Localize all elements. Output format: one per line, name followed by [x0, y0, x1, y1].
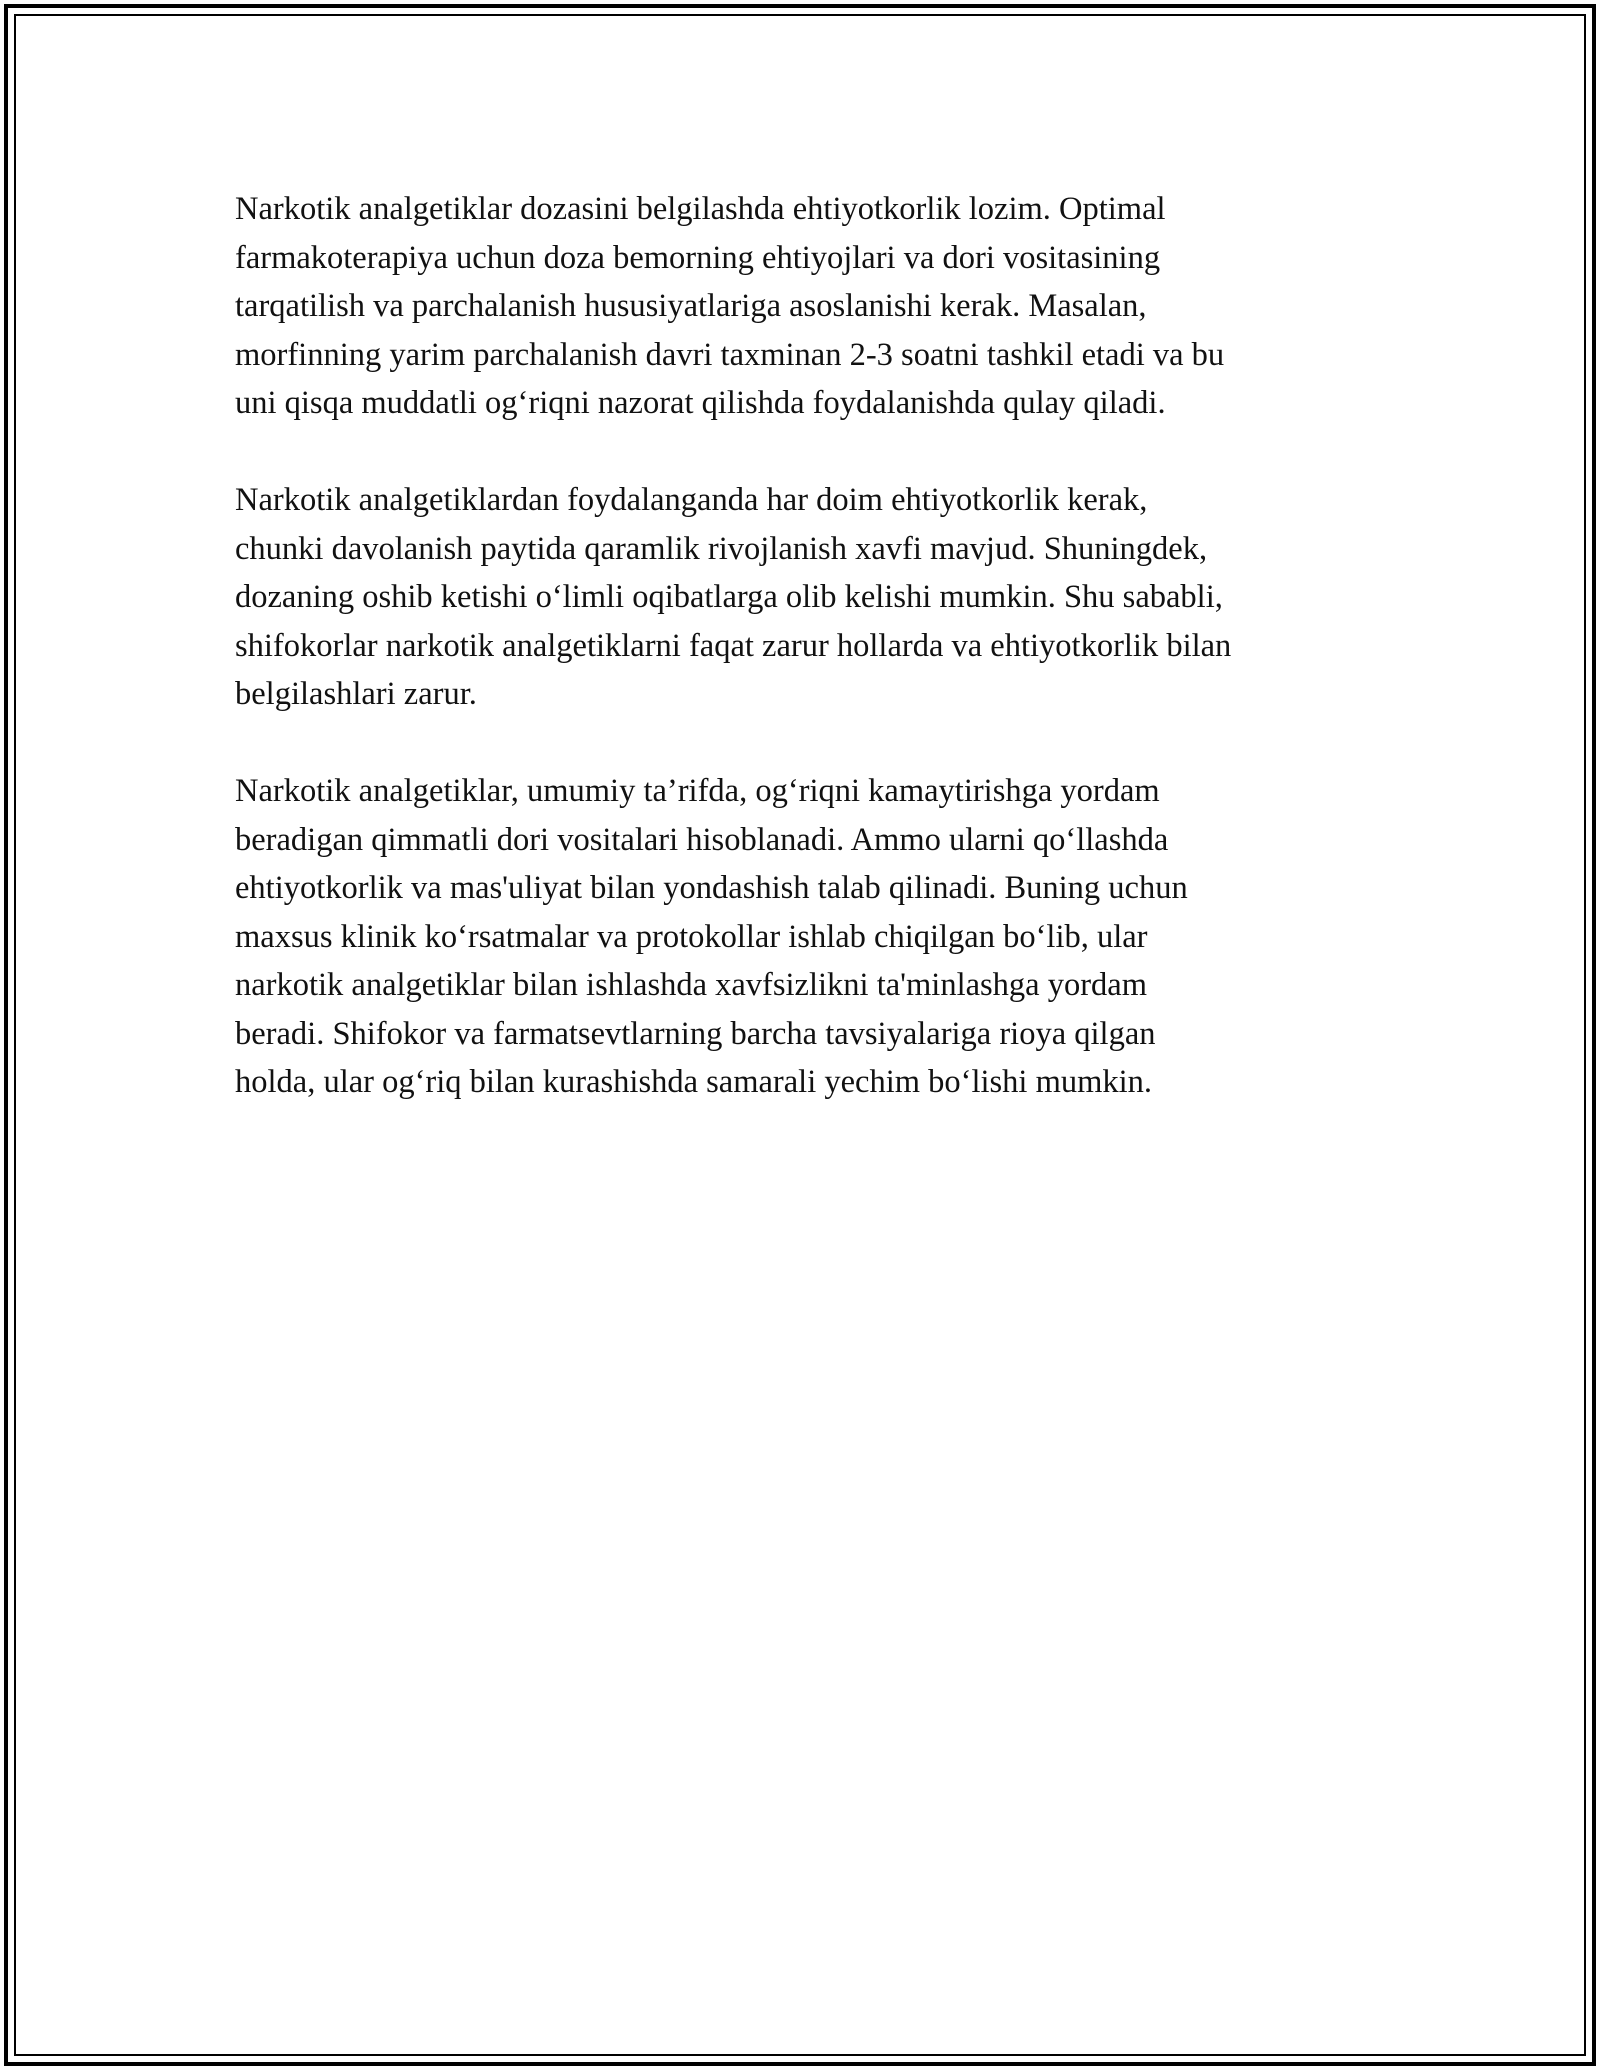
paragraph-line: chunki davolanish paytida qaramlik rivojlanish xavfi mavjud. Shuningdek,	[235, 530, 1208, 567]
paragraph-line: farmakoterapiya uchun doza bemorning ehtiyojlari va dori vositasining	[235, 239, 1161, 276]
paragraph-line: Narkotik analgetiklardan foydalanganda har doim ehtiyotkorlik kerak,	[235, 482, 1148, 518]
paragraph-line: ehtiyotkorlik va mas'uliyat bilan yondashish talab qilinadi. Buning uchun	[235, 870, 1188, 906]
paragraph-line: Narkotik analgetiklar, umumiy ta’rifda, og‘riqni kamaytirishga yordam	[235, 773, 1160, 809]
paragraph-line: Narkotik analgetiklar dozasini belgilashda ehtiyotkorlik lozim. Optimal	[235, 191, 1166, 227]
paragraph-2	[235, 476, 1365, 719]
paragraph-line: uni qisqa muddatli og‘riqni nazorat qilishda foydalanishda qulay qiladi.	[235, 385, 1166, 421]
paragraph-line: dozaning oshib ketishi o‘limli oqibatlarga olib kelishi mumkin. Shu sababli,	[235, 579, 1223, 615]
paragraph-line: belgilashlari zarur.	[235, 676, 477, 712]
paragraph-line: beradi. Shifokor va farmatsevtlarning barcha tavsiyalariga rioya qilgan	[235, 1015, 1156, 1052]
paragraph-line: maxsus klinik ko‘rsatmalar va protokollar ishlab chiqilgan bo‘lib, ular	[235, 918, 1148, 955]
paragraph-3	[235, 767, 1365, 1107]
paragraph-line: narkotik analgetiklar bilan ishlashda xavfsizlikni ta'minlashga yordam	[235, 967, 1147, 1003]
paragraph-line: tarqatilish va parchalanish hususiyatlariga asoslanishi kerak. Masalan,	[235, 288, 1147, 324]
paragraph-line: beradigan qimmatli dori vositalari hisoblanadi. Ammo ularni qo‘llashda	[235, 821, 1169, 858]
paragraph-line: shifokorlar narkotik analgetiklarni faqat zarur hollarda va ehtiyotkorlik bilan	[235, 627, 1232, 664]
paragraph-line: holda, ular og‘riq bilan kurashishda samarali yechim bo‘lishi mumkin.	[235, 1064, 1153, 1100]
paragraph-line: morfinning yarim parchalanish davri taxminan 2-3 soatni tashkil etadi va bu	[235, 336, 1225, 373]
document-body	[235, 185, 1365, 1155]
paragraph-1	[235, 185, 1365, 428]
